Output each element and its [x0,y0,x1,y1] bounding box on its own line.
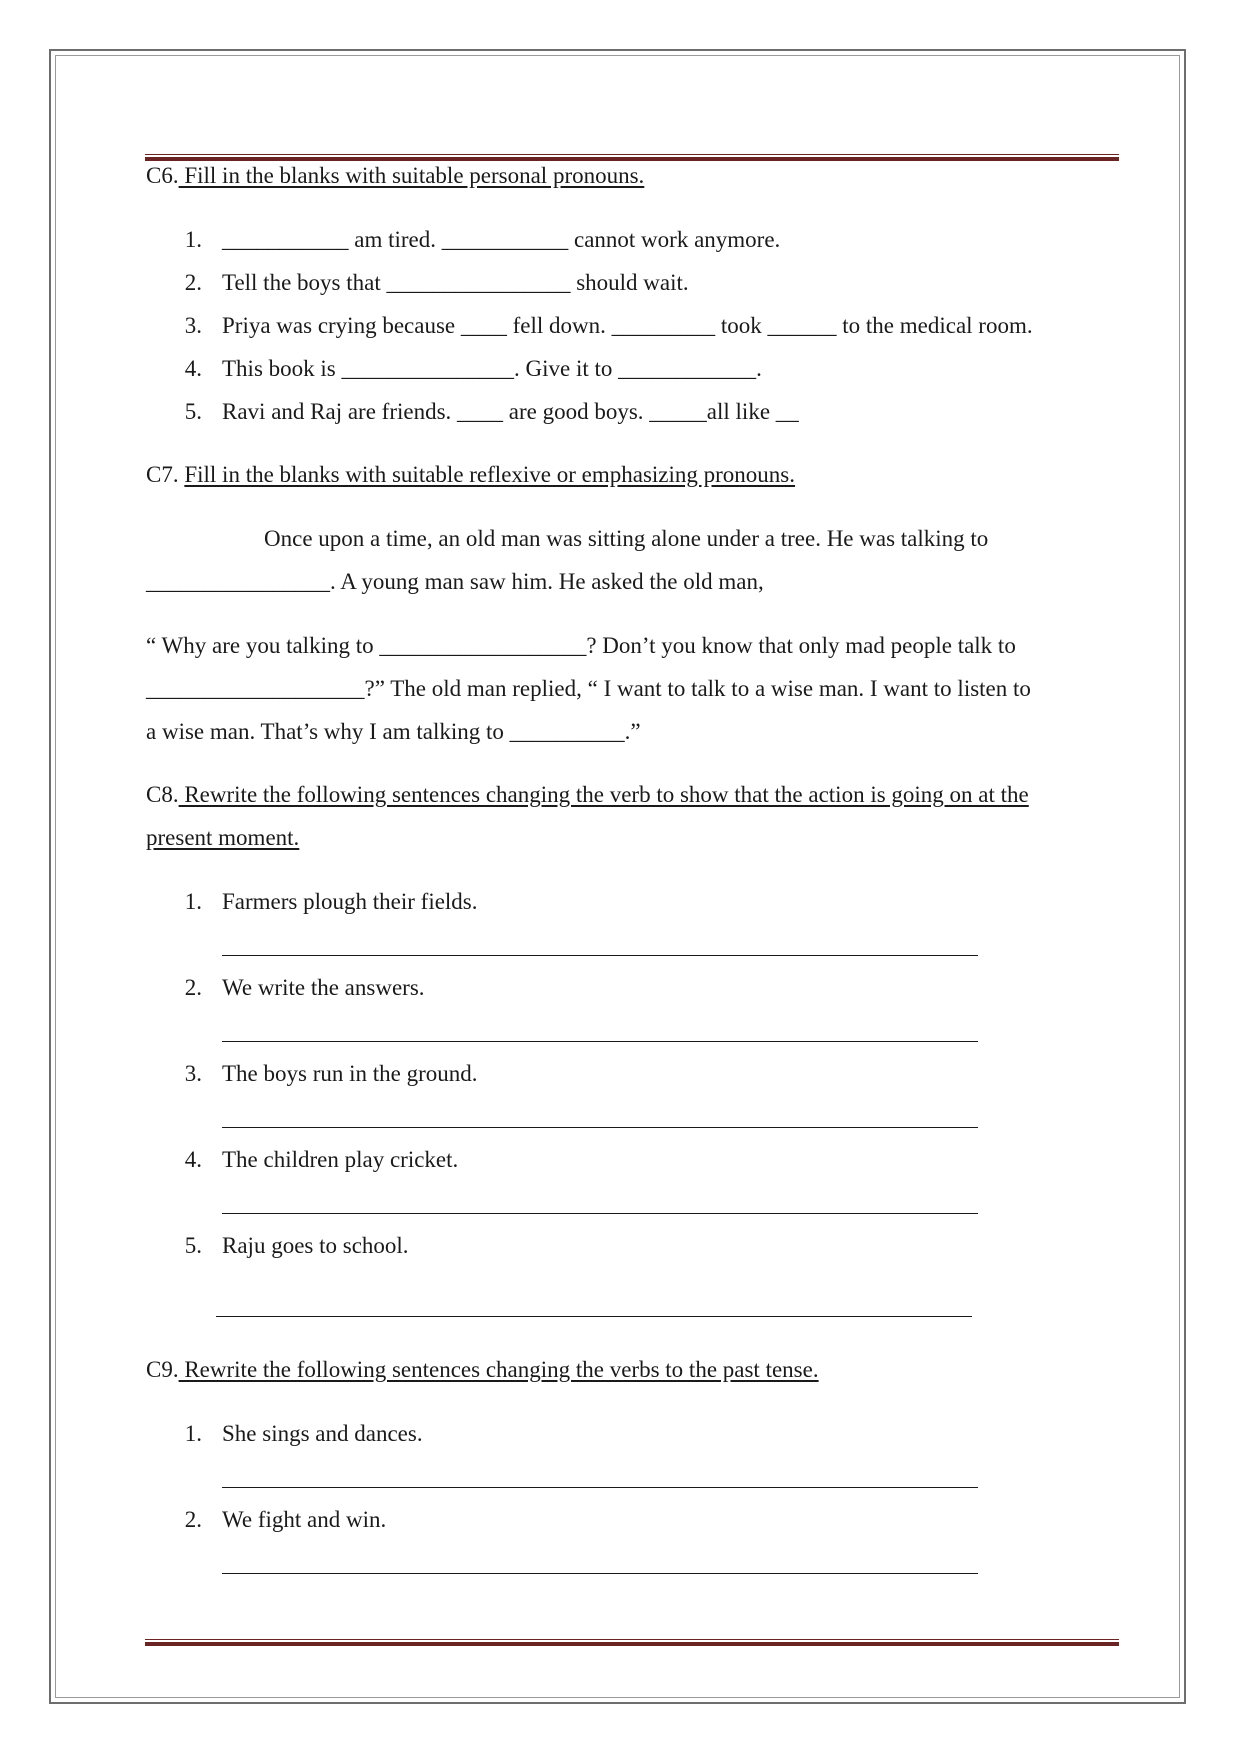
c8-item-4-text: The children play cricket. [222,1147,459,1172]
footer-rule [145,1639,1119,1646]
c8-item-3-text: The boys run in the ground. [222,1061,478,1086]
c9-item-1-number: 1. [184,1421,202,1446]
c9-instruction: Rewrite the following sentences changing the verbs to the past tense. [178,1357,819,1382]
c6-label: C6. [146,163,179,188]
c8-item-1-text: Farmers plough their fields. [222,889,478,914]
c8-item-2-number: 2. [184,975,202,1000]
c6-item-3-text: Priya was crying because ____ fell down. _________ took ______ to the medical room. [222,313,1033,338]
c9-item-2-text: We fight and win. [222,1507,387,1532]
c8-item-5-answer-line[interactable] [216,1316,972,1317]
c7-paragraph-line-2: ________________. A young man saw him. He asked the old man, [146,569,764,594]
c8-item-5-text: Raju goes to school. [222,1233,409,1258]
c6-item-4-number: 4. [184,356,202,381]
c8-item-3-answer-line[interactable] [222,1127,978,1128]
c7-paragraph-line-5: a wise man. That’s why I am talking to __________.” [146,719,641,744]
c8-item-4-answer-line[interactable] [222,1213,978,1214]
header-rule [145,154,1119,161]
c8-instruction-line-1: Rewrite the following sentences changing the verb to show that the action is going on at the [178,782,1029,807]
c7-heading [146,461,795,489]
c8-instruction-line-2: present moment. [146,825,300,850]
c6-item-4-text: This book is _______________. Give it to ____________. [222,356,762,381]
c8-item-3-number: 3. [184,1061,202,1086]
c9-heading [146,1356,819,1384]
c8-item-4-number: 4. [184,1147,202,1172]
c8-heading-line-2 [146,824,299,852]
c6-item-5-text: Ravi and Raj are friends. ____ are good boys. _____all like __ [222,399,799,424]
c8-item-2-text: We write the answers. [222,975,425,1000]
c7-paragraph-line-4: ___________________?” The old man replied, “ I want to talk to a wise man. I want to listen to [146,676,1031,701]
c7-label: C7. [146,462,179,487]
c6-item-1-text: ___________ am tired. ___________ cannot work anymore. [222,227,781,252]
c8-item-1-number: 1. [184,889,202,914]
c6-instruction: Fill in the blanks with suitable personal pronouns. [178,163,645,188]
c8-heading [146,781,1029,809]
c7-instruction: Fill in the blanks with suitable reflexive or emphasizing pronouns. [184,462,796,487]
c8-item-5-number: 5. [184,1233,202,1258]
c6-item-5-number: 5. [184,399,202,424]
c6-item-1-number: 1. [184,227,202,252]
c6-item-2-number: 2. [184,270,202,295]
page-border-inner [55,55,1180,1698]
c9-item-2-answer-line[interactable] [222,1573,978,1574]
c9-item-2-number: 2. [184,1507,202,1532]
c6-heading [146,162,644,190]
c6-item-2-text: Tell the boys that ________________ should wait. [222,270,689,295]
c9-label: C9. [146,1357,179,1382]
c8-item-1-answer-line[interactable] [222,955,978,956]
c8-label: C8. [146,782,179,807]
c7-paragraph-line-1: Once upon a time, an old man was sitting alone under a tree. He was talking to [264,526,989,551]
c7-paragraph-line-3: “ Why are you talking to __________________? Don’t you know that only mad people talk to [146,633,1016,658]
c9-item-1-text: She sings and dances. [222,1421,423,1446]
c6-item-3-number: 3. [184,313,202,338]
c9-item-1-answer-line[interactable] [222,1487,978,1488]
c8-item-2-answer-line[interactable] [222,1041,978,1042]
